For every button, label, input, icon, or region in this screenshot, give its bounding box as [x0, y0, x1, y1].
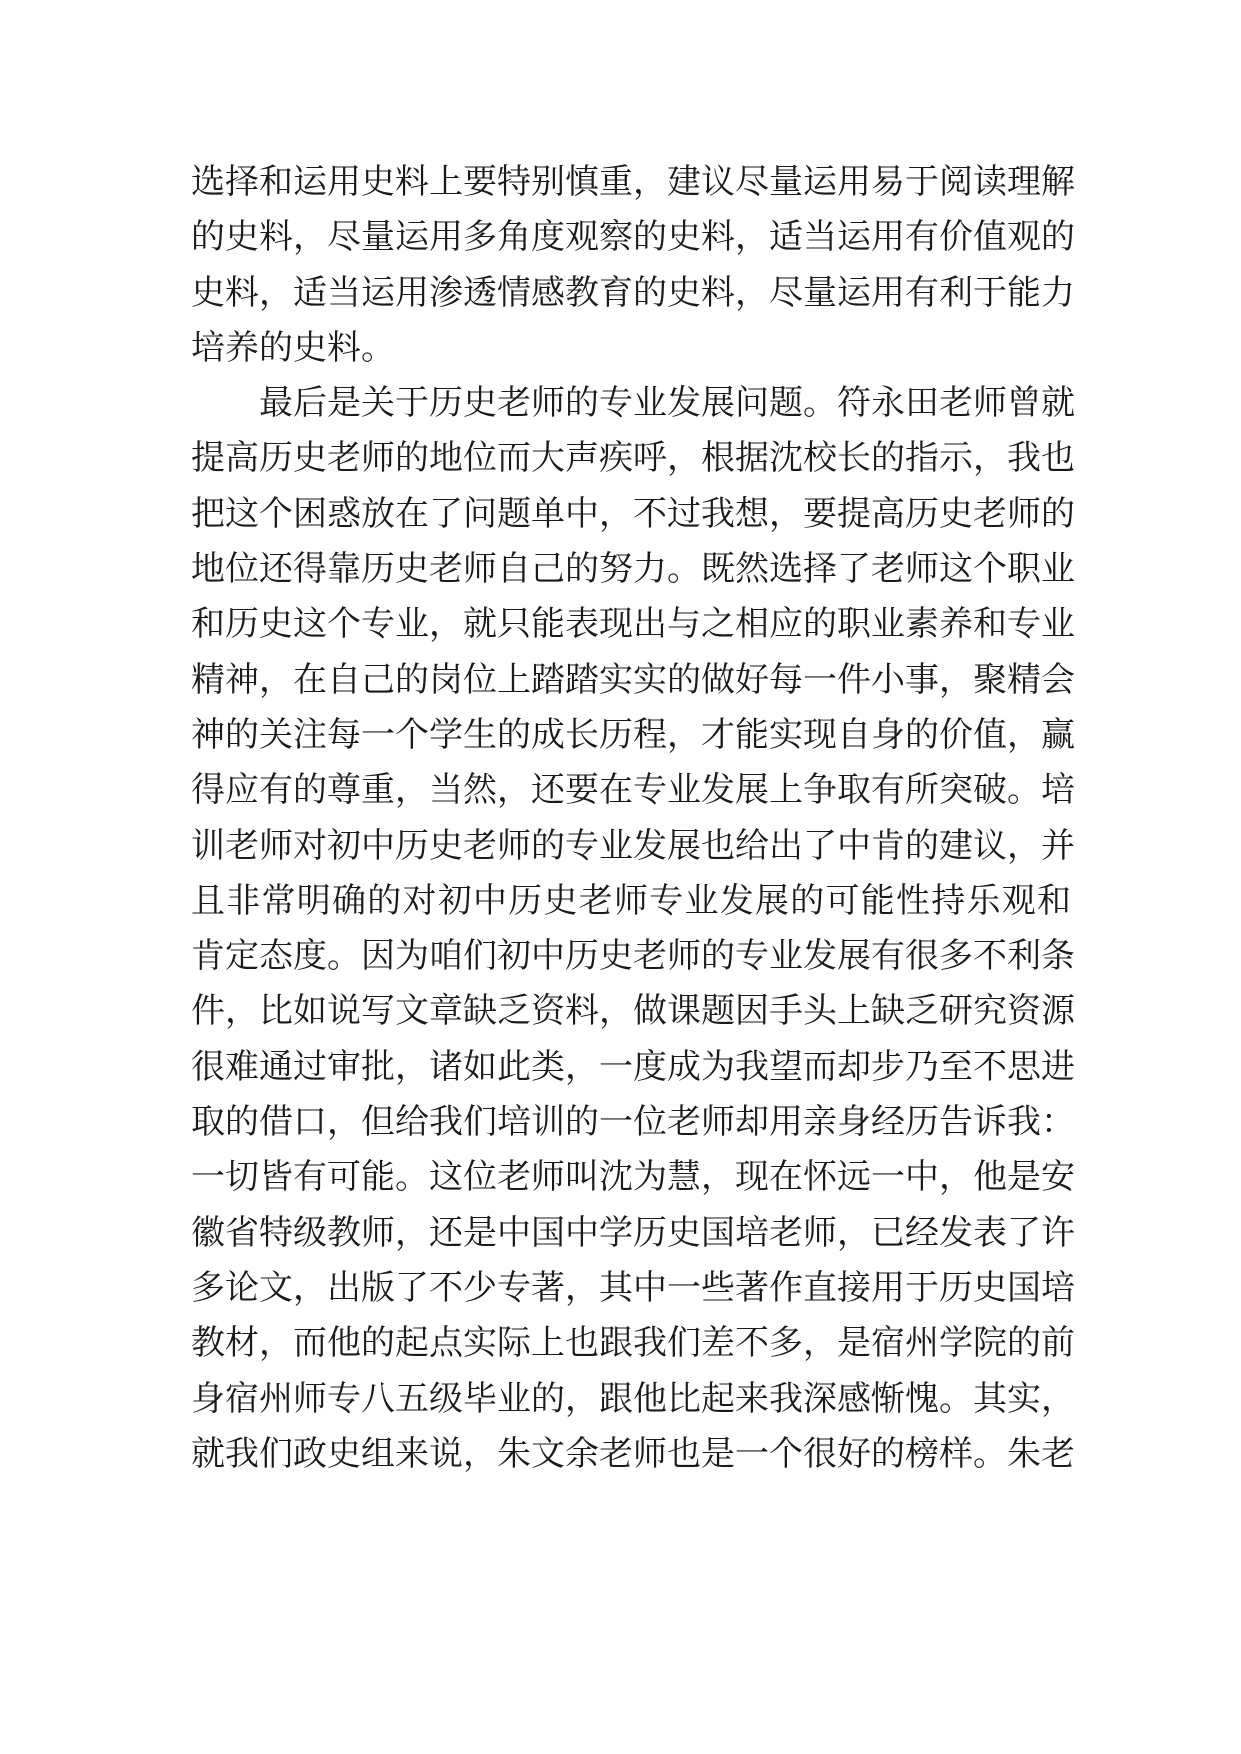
paragraph-2-line-3: 把这个困惑放在了问题单中，不过我想，要提高历史老师的 [191, 493, 1075, 534]
paragraph-2-line-4: 地位还得靠历史老师自己的努力。既然选择了老师这个职业 [191, 549, 1075, 590]
paragraph-2-line-14: 取的借口，但给我们培训的一位老师却用亲身经历告诉我： [191, 1102, 1075, 1143]
paragraph-2-line-17: 多论文，出版了不少专著，其中一些著作直接用于历史国培 [191, 1267, 1075, 1308]
paragraph-2-line-8: 得应有的尊重，当然，还要在专业发展上争取有所突破。培 [191, 770, 1075, 811]
paragraph-2-line-2: 提高历史老师的地位而大声疾呼，根据沈校长的指示，我也 [191, 438, 1075, 479]
paragraph-1-line-4: 培养的史料。 [191, 327, 395, 368]
paragraph-2-line-12: 件，比如说写文章缺乏资料，做课题因手头上缺乏研究资源 [191, 991, 1075, 1032]
paragraph-1-line-2: 的史料，尽量运用多角度观察的史料，适当运用有价值观的 [191, 217, 1075, 258]
paragraph-2-line-20: 就我们政史组来说，朱文余老师也是一个很好的榜样。朱老 [191, 1433, 1075, 1474]
paragraph-2-line-7: 神的关注每一个学生的成长历程，才能实现自身的价值，赢 [191, 714, 1075, 755]
paragraph-2-line-9: 训老师对初中历史老师的专业发展也给出了中肯的建议，并 [191, 825, 1075, 866]
paragraph-2-line-19: 身宿州师专八五级毕业的，跟他比起来我深感惭愧。其实， [191, 1378, 1075, 1419]
paragraph-2-line-11: 肯定态度。因为咱们初中历史老师的专业发展有很多不利条 [191, 936, 1075, 977]
paragraph-2-line-18: 教材，而他的起点实际上也跟我们差不多，是宿州学院的前 [191, 1323, 1075, 1364]
paragraph-2-line-6: 精神，在自己的岗位上踏踏实实的做好每一件小事，聚精会 [191, 659, 1075, 700]
paragraph-2-line-16: 徽省特级教师，还是中国中学历史国培老师，已经发表了许 [191, 1212, 1075, 1253]
paragraph-2-line-1: 最后是关于历史老师的专业发展问题。符永田老师曾就 [259, 383, 1075, 424]
paragraph-1-line-3: 史料，适当运用渗透情感教育的史料，尽量运用有利于能力 [191, 272, 1075, 313]
paragraph-2-line-15: 一切皆有可能。这位老师叫沈为慧，现在怀远一中，他是安 [191, 1157, 1075, 1198]
paragraph-2-line-5: 和历史这个专业，就只能表现出与之相应的职业素养和专业 [191, 604, 1075, 645]
paragraph-2-line-13: 很难通过审批，诸如此类，一度成为我望而却步乃至不思进 [191, 1046, 1075, 1087]
paragraph-1-line-1: 选择和运用史料上要特别慎重，建议尽量运用易于阅读理解 [191, 162, 1075, 202]
paragraph-2-line-10: 且非常明确的对初中历史老师专业发展的可能性持乐观和 [191, 880, 1071, 921]
document-body [191, 155, 1075, 1482]
